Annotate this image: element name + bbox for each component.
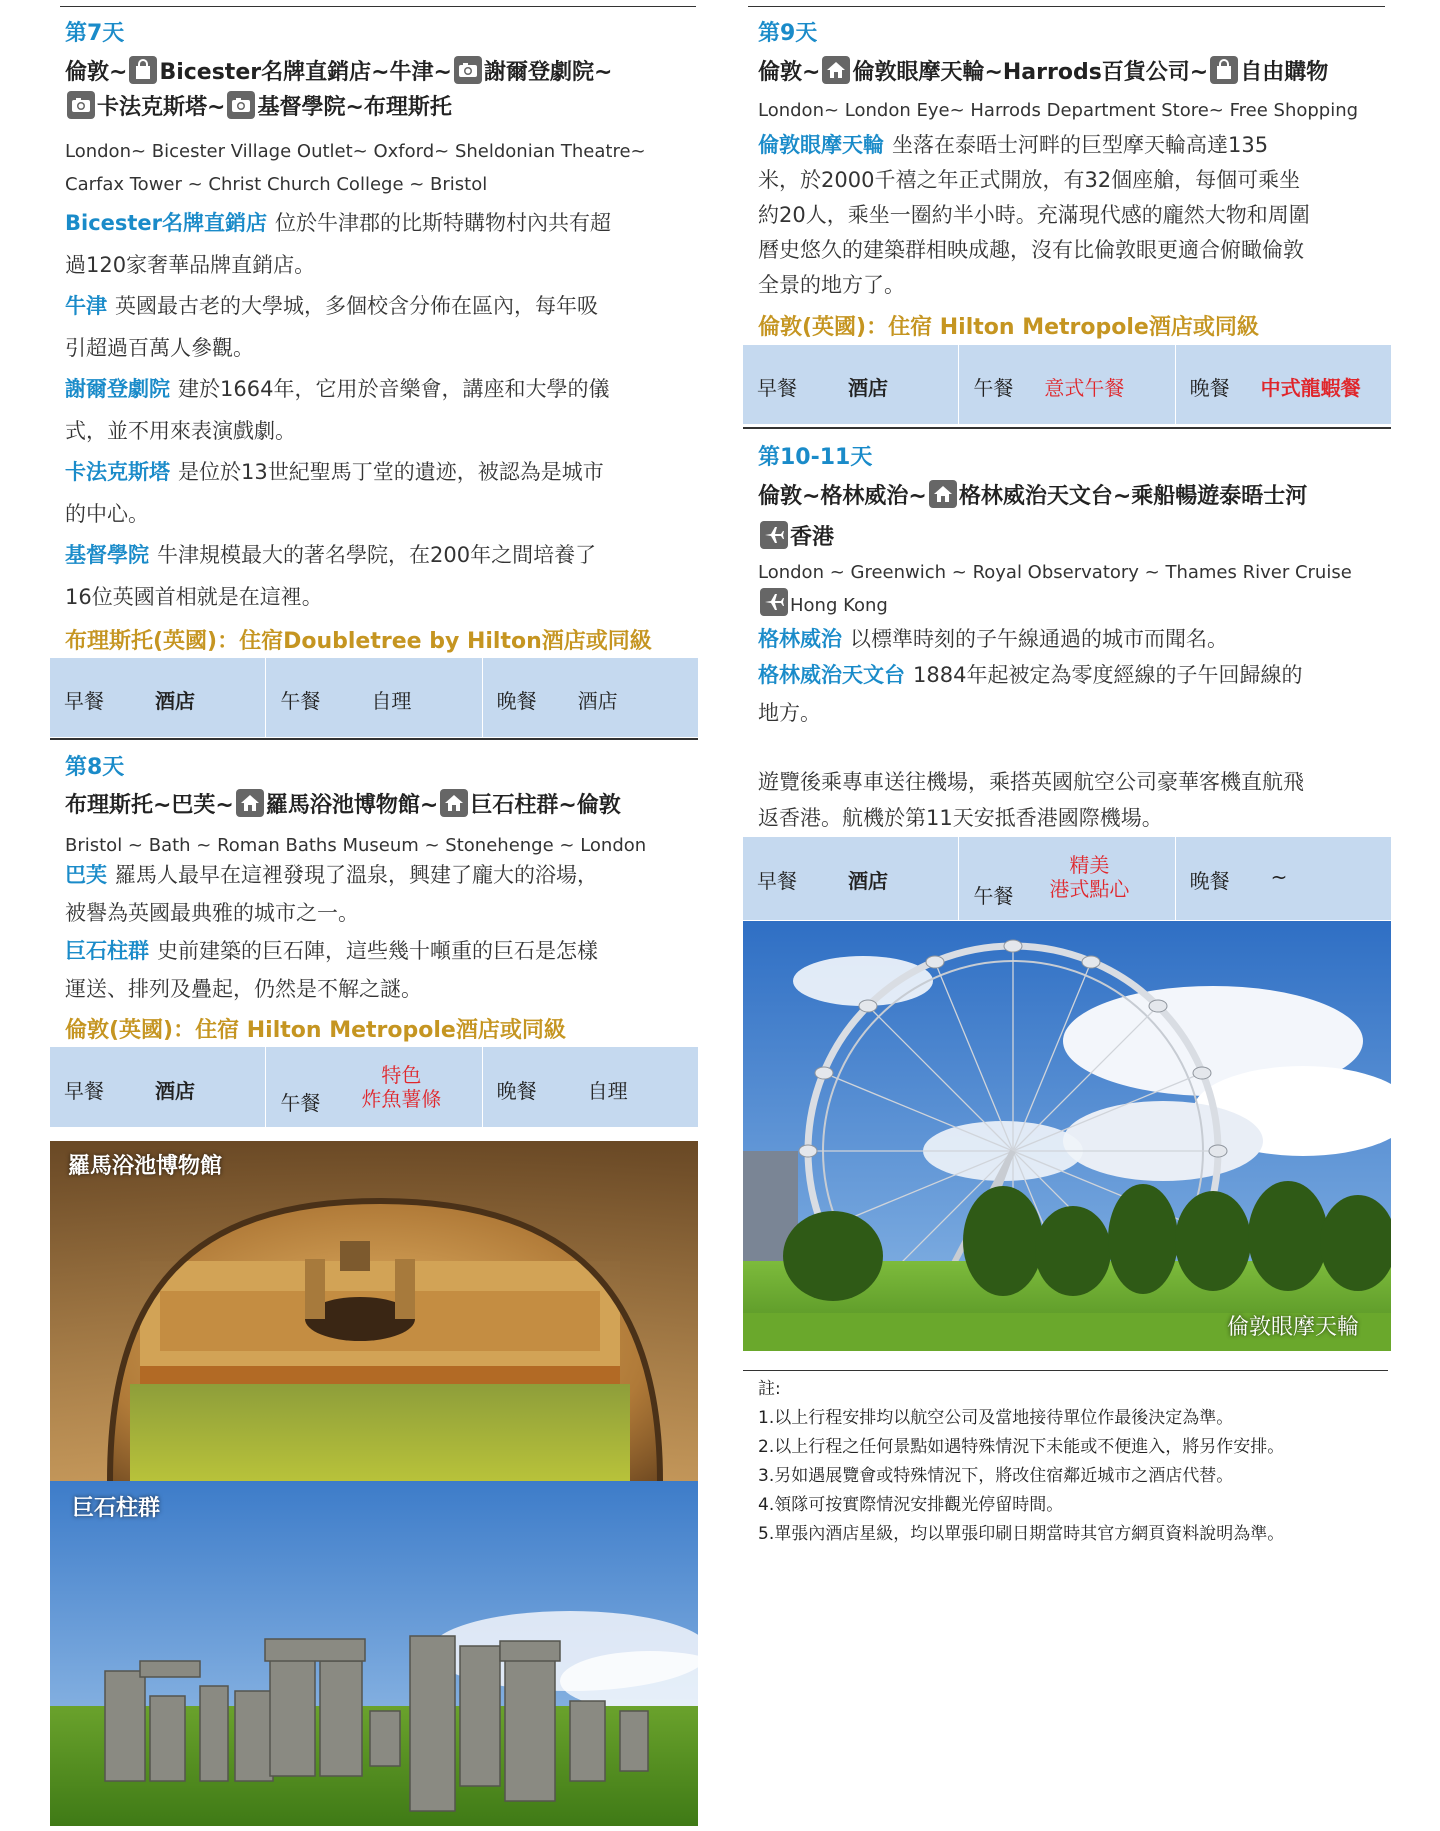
route-segment: 巨石柱群~倫敦 bbox=[470, 793, 621, 818]
meal-label: 午餐 bbox=[280, 689, 321, 713]
closing-text: 遊覽後乘專車送往機場，乘搭英國航空公司豪華客機直航飛 bbox=[758, 770, 1304, 794]
route-segment: 倫敦眼摩天輪~Harrods百貨公司~ bbox=[852, 60, 1209, 85]
day7-title: 第7天 bbox=[65, 21, 125, 46]
day9-english: London~ London Eye~ Harrods Department Store~ Free Shopping bbox=[758, 100, 1359, 121]
meal-label: 午餐 bbox=[973, 376, 1014, 400]
meal-label: 早餐 bbox=[757, 376, 797, 400]
day8-meal-table bbox=[50, 1047, 698, 1127]
route-segment: 倫敦~ bbox=[758, 60, 821, 85]
route-segment: 格林威治天文台~乘船暢遊泰晤士河 bbox=[958, 484, 1308, 509]
day7-spot bbox=[65, 534, 695, 618]
day7-spot bbox=[65, 202, 695, 286]
spot-name: 謝爾登劇院 bbox=[65, 377, 170, 401]
home-icon bbox=[822, 56, 850, 84]
stonehenge-photo bbox=[50, 1481, 698, 1826]
meal-dinner bbox=[1175, 837, 1391, 920]
spot-desc: 的中心。 bbox=[65, 502, 149, 526]
meal-label: 午餐 bbox=[280, 1091, 321, 1115]
spot-name: Bicester名牌直銷店 bbox=[65, 211, 268, 235]
day8-spot bbox=[65, 932, 695, 1008]
day10-title: 第10-11天 bbox=[758, 445, 873, 470]
meal-label: 早餐 bbox=[64, 689, 104, 713]
meal-label: 晚餐 bbox=[1189, 376, 1230, 400]
day8-english: Bristol ~ Bath ~ Roman Baths Museum ~ Stonehenge ~ London bbox=[65, 835, 647, 856]
spot-name: 牛津 bbox=[65, 294, 107, 318]
day9-route-line1 bbox=[758, 52, 1328, 94]
meal-dinner bbox=[482, 658, 698, 737]
day8-route-line1 bbox=[65, 785, 621, 827]
camera-icon bbox=[67, 91, 95, 119]
home-icon bbox=[929, 480, 957, 508]
day10-english-line1: London ~ Greenwich ~ Royal Observatory ~ Thames River Cruise bbox=[758, 562, 1352, 583]
meal-breakfast bbox=[50, 1047, 265, 1127]
day10-route-line1 bbox=[758, 476, 1307, 518]
route-segment: 卡法克斯塔~ bbox=[97, 95, 226, 120]
route-segment: 布理斯托~巴芙~ bbox=[65, 793, 234, 818]
shopping-bag-icon bbox=[1210, 56, 1238, 84]
spot-desc: 史前建築的巨石陣，這些幾十噸重的巨石是怎樣 bbox=[157, 939, 598, 963]
divider bbox=[60, 6, 696, 7]
camera-icon bbox=[227, 91, 255, 119]
home-icon bbox=[236, 789, 264, 817]
spot-desc: 過120家奢華品牌直銷店。 bbox=[65, 253, 316, 277]
note-item: 5.單張內酒店星級，均以單張印刷日期當時其官方網頁資料說明為準。 bbox=[758, 1524, 1285, 1544]
note-item: 4.領隊可按實際情況安排觀光停留時間。 bbox=[758, 1495, 1064, 1515]
meal-breakfast bbox=[743, 345, 958, 424]
meal-value: 中式龍蝦餐 bbox=[1260, 376, 1361, 400]
meal-value-line: 特色 bbox=[381, 1063, 422, 1087]
meal-dinner bbox=[482, 1047, 698, 1127]
divider bbox=[50, 738, 698, 740]
spot-desc: 16位英國首相就是在這裡。 bbox=[65, 585, 323, 609]
day10-english-line2 bbox=[758, 588, 888, 623]
roman-baths-image bbox=[50, 1141, 698, 1481]
meal-value: 意式午餐 bbox=[1044, 376, 1125, 400]
meal-value-line: 港式點心 bbox=[1049, 877, 1130, 901]
divider bbox=[748, 6, 1385, 7]
spot-desc: 牛津規模最大的著名學院，在200年之間培養了 bbox=[157, 543, 597, 567]
day8-stay: 倫敦(英國)：住宿 Hilton Metropole酒店或同級 bbox=[65, 1018, 566, 1043]
meal-lunch bbox=[265, 1047, 481, 1127]
day7-english-line2: Carfax Tower ~ Christ Church College ~ Bristol bbox=[65, 174, 488, 195]
spot-name: 基督學院 bbox=[65, 543, 149, 567]
meal-lunch bbox=[958, 345, 1174, 424]
day10-closing bbox=[758, 764, 1388, 836]
route-segment: 自由購物 bbox=[1240, 60, 1329, 85]
spot-desc: 引超過百萬人參觀。 bbox=[65, 336, 254, 360]
spot-desc: 運送、排列及疊起，仍然是不解之謎。 bbox=[65, 977, 422, 1001]
meal-value-line: 精美 bbox=[1069, 853, 1110, 877]
route-segment: 基督學院~布理斯托 bbox=[257, 95, 452, 120]
route-segment: 倫敦~ bbox=[65, 60, 128, 85]
meal-value: 自理 bbox=[587, 1079, 628, 1103]
spot-desc: 曆史悠久的建築群相映成趣，沒有比倫敦眼更適合俯瞰倫敦 bbox=[758, 238, 1304, 262]
photo-caption: 倫敦眼摩天輪 bbox=[1226, 1315, 1359, 1340]
spot-desc: 羅馬人最早在這裡發現了溫泉，興建了龐大的浴場， bbox=[115, 863, 598, 887]
day9-title: 第9天 bbox=[758, 21, 818, 46]
note-item: 1.以上行程安排均以航空公司及當地接待單位作最後決定為準。 bbox=[758, 1408, 1234, 1428]
note-item: 3.另如遇展覽會或特殊情況下，將改住宿鄰近城市之酒店代替。 bbox=[758, 1466, 1234, 1486]
meal-lunch bbox=[265, 658, 481, 737]
meal-lunch bbox=[958, 837, 1174, 920]
meal-label: 早餐 bbox=[64, 1079, 104, 1103]
day7-route-line2 bbox=[65, 87, 452, 129]
route-segment: 謝爾登劇院~ bbox=[483, 60, 613, 85]
spot-desc: 坐落在泰晤士河畔的巨型摩天輪高達135 bbox=[892, 133, 1269, 157]
meal-dinner bbox=[1175, 345, 1391, 424]
meal-value: 酒店 bbox=[848, 869, 888, 893]
london-eye-photo bbox=[743, 921, 1391, 1351]
route-segment: 倫敦~格林威治~ bbox=[758, 484, 927, 509]
spot-desc: 英國最古老的大學城，多個校含分佈在區內，每年吸 bbox=[115, 294, 598, 318]
notes-heading: 註: bbox=[758, 1379, 781, 1399]
meal-label: 晚餐 bbox=[496, 1079, 537, 1103]
divider bbox=[743, 427, 1391, 429]
route-segment: 香港 bbox=[790, 525, 835, 550]
photo-caption: 羅馬浴池博物館 bbox=[68, 1154, 223, 1179]
spot-name: 巨石柱群 bbox=[65, 939, 149, 963]
shopping-bag-icon bbox=[129, 56, 157, 84]
day8-title: 第8天 bbox=[65, 755, 125, 780]
meal-value: 酒店 bbox=[848, 376, 888, 400]
spot-desc: 式，並不用來表演戲劇。 bbox=[65, 419, 296, 443]
spot-desc: 位於牛津郡的比斯特購物村內共有超 bbox=[275, 211, 612, 235]
day7-meal-table bbox=[50, 658, 698, 737]
spot-name: 格林威治 bbox=[758, 627, 842, 651]
route-segment: 羅馬浴池博物館~ bbox=[265, 793, 439, 818]
meal-label: 早餐 bbox=[757, 869, 797, 893]
day7-spot bbox=[65, 368, 695, 452]
route-segment: Bicester名牌直銷店~牛津~ bbox=[159, 60, 452, 85]
meal-label: 晚餐 bbox=[1189, 869, 1230, 893]
day9-spot bbox=[758, 128, 1388, 303]
spot-desc: 是位於13世紀聖馬丁堂的遺迹，被認為是城市 bbox=[178, 460, 604, 484]
day7-spot bbox=[65, 285, 695, 369]
meal-value-line: 炸魚薯條 bbox=[361, 1087, 442, 1111]
day9-stay: 倫敦(英國)：住宿 Hilton Metropole酒店或同級 bbox=[758, 315, 1259, 340]
english-text: Hong Kong bbox=[790, 595, 888, 616]
meal-value: 酒店 bbox=[155, 1079, 195, 1103]
meal-breakfast bbox=[50, 658, 265, 737]
day7-stay: 布理斯托(英國)：住宿Doubletree by Hilton酒店或同級 bbox=[65, 629, 652, 654]
airplane-icon bbox=[760, 588, 788, 616]
day8-spot bbox=[65, 856, 695, 932]
notes-section bbox=[758, 1375, 1284, 1549]
meal-value bbox=[1044, 853, 1134, 901]
day10-spot bbox=[758, 656, 1388, 732]
spot-desc: 全景的地方了。 bbox=[758, 273, 905, 297]
spot-desc: 1884年起被定為零度經線的子午回歸線的 bbox=[913, 663, 1303, 687]
meal-value: ~ bbox=[1270, 865, 1288, 889]
airplane-icon bbox=[760, 521, 788, 549]
meal-value bbox=[351, 1063, 451, 1111]
london-eye-image bbox=[743, 921, 1391, 1351]
day10-spot bbox=[758, 620, 1388, 658]
spot-name: 巴芙 bbox=[65, 863, 107, 887]
stonehenge-image bbox=[50, 1481, 698, 1826]
meal-value: 酒店 bbox=[155, 689, 195, 713]
day10-route-line2 bbox=[758, 517, 834, 559]
note-item: 2.以上行程之任何景點如遇特殊情況下未能或不便進入，將另作安排。 bbox=[758, 1437, 1285, 1457]
spot-desc: 地方。 bbox=[758, 701, 821, 725]
day10-meal-table bbox=[743, 837, 1391, 920]
home-icon bbox=[440, 789, 468, 817]
meal-label: 晚餐 bbox=[496, 689, 537, 713]
closing-text: 返香港。航機於第11天安抵香港國際機場。 bbox=[758, 806, 1163, 830]
photo-caption: 巨石柱群 bbox=[72, 1496, 161, 1521]
divider bbox=[743, 1370, 1388, 1371]
spot-name: 卡法克斯塔 bbox=[65, 460, 170, 484]
spot-name: 倫敦眼摩天輪 bbox=[758, 133, 884, 157]
meal-label: 午餐 bbox=[973, 884, 1014, 908]
spot-desc: 米，於2000千禧之年正式開放，有32個座艙，每個可乘坐 bbox=[758, 168, 1301, 192]
spot-desc: 建於1664年，它用於音樂會，講座和大學的儀 bbox=[178, 377, 610, 401]
roman-baths-photo bbox=[50, 1141, 698, 1481]
day7-spot bbox=[65, 451, 695, 535]
spot-desc: 約20人，乘坐一圈約半小時。充滿現代感的龐然大物和周圍 bbox=[758, 203, 1310, 227]
spot-desc: 以標準時刻的子午線通過的城市而聞名。 bbox=[850, 627, 1228, 651]
meal-value: 自理 bbox=[371, 689, 412, 713]
meal-value: 酒店 bbox=[577, 689, 618, 713]
meal-breakfast bbox=[743, 837, 958, 920]
camera-icon bbox=[454, 56, 482, 84]
spot-name: 格林威治天文台 bbox=[758, 663, 905, 687]
spot-desc: 被譽為英國最典雅的城市之一。 bbox=[65, 901, 359, 925]
day7-english-line1: London~ Bicester Village Outlet~ Oxford~ Sheldonian Theatre~ bbox=[65, 141, 646, 162]
day9-meal-table bbox=[743, 345, 1391, 424]
